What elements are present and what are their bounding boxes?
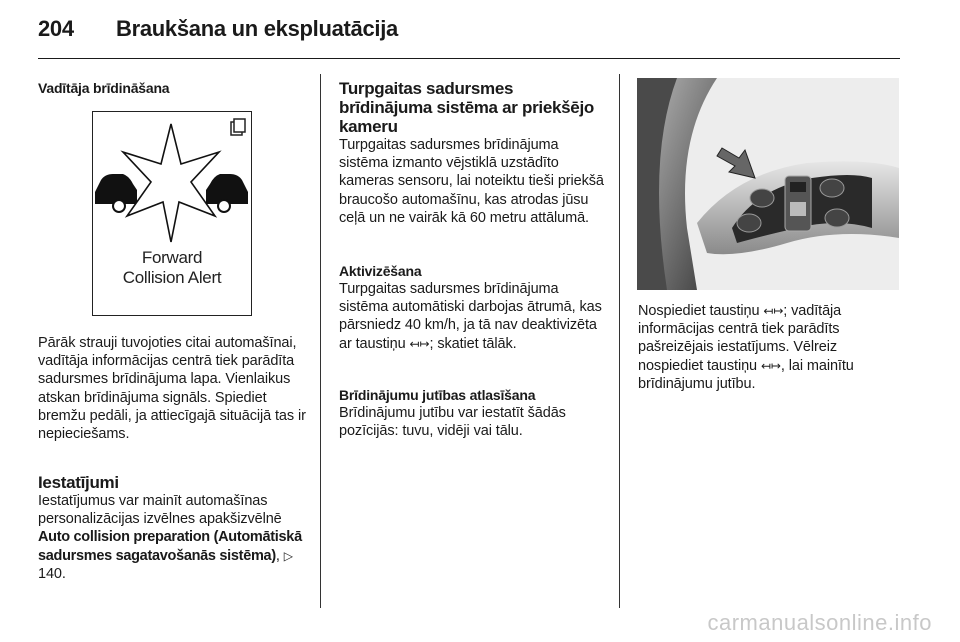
fcw-button-icon: ↤↦	[760, 358, 781, 373]
section-title-driver-warning: Vadītāja brīdināšana	[38, 80, 170, 96]
settings-text: Iestatījumus var mainīt automašīnas personalizācijas izvēlnes apakšizvēlnē	[38, 493, 282, 528]
activation-heading: Aktivizēšana	[339, 263, 422, 279]
instruction-part1: Nospiediet taustiņu	[638, 303, 760, 319]
column-divider-right	[619, 74, 620, 608]
fcw-button-icon: ↤↦	[763, 304, 784, 318]
activation-text-before: Turpgaitas sadursmes brīdinājuma sistēma automātiski darbojas ātrumā, kas pārsniedz 40 km/h, ja tā nav deaktivizēta ar taustiņu	[339, 281, 602, 352]
figure-label-line2: Collision Alert	[122, 268, 222, 287]
steering-wheel-photo	[637, 78, 899, 290]
page-header	[38, 16, 398, 52]
settings-page-ref[interactable]: 140.	[38, 565, 66, 582]
driver-warning-paragraph: Pārāk strauji tuvojoties citai automašīnai, vadītāja informācijas centrā tiek parādīta sadursmes brīdinājuma lapa. Vienlaikus atskan brīdinājuma signāls. Spiediet bremžu pedāli, ja attiecīgajā situācijā tas ir nepieciešams.	[38, 335, 306, 443]
steering-wheel-buttons-icon	[637, 78, 899, 290]
figure-label-line1: Forward	[141, 248, 203, 267]
activation-paragraph	[339, 280, 607, 353]
instruction-part2: ; vadītāja informācijas centrā tiek parādīts pašreizējais iestatījums. Vēlreiz nospiediet taustiņu	[638, 303, 842, 374]
fcw-intro-paragraph: Turpgaitas sadursmes brīdinājuma sistēma izmanto vējstiklā uzstādīto kameras sensoru, lai noteiktu tieši priekšā braucošo automašīnu, kas atrodas jūsu ceļā un ne vairāk kā 60 metru attālumā.	[339, 137, 604, 226]
page-number: 204	[38, 16, 74, 41]
fcw-heading: Turpgaitas sadursmes brīdinājuma sistēma ar priekšējo kameru	[339, 79, 594, 136]
header-rule	[38, 58, 900, 59]
fcw-button-icon: ↤↦	[409, 336, 430, 351]
instruction-part3: , lai mainītu brīdinājumu jutību.	[638, 357, 854, 392]
settings-heading: Iestatījumi	[38, 473, 119, 492]
sensitivity-paragraph: Brīdinājumu jutību var iestatīt šādās pozīcijās: tuvu, vidēji vai tālu.	[339, 405, 566, 440]
page-reference-icon: ▷	[283, 548, 293, 563]
watermark-text: carmanualsonline.info	[707, 610, 932, 635]
display-page-icon	[231, 119, 245, 135]
sensitivity-instruction-paragraph	[638, 302, 900, 393]
collision-star-icon	[93, 112, 250, 252]
sensitivity-heading: Brīdinājumu jutības atlasīšana	[339, 387, 536, 403]
forward-collision-alert-figure	[92, 111, 252, 316]
settings-paragraph: Iestatījumus var mainīt automašīnas personalizācijas izvēlnes apakšizvēlnē Auto collision preparation (Automātiskā sadursmes sagatavošanās sistēma), ▷ 140.	[38, 493, 302, 582]
activation-text-after: ; skatiet tālāk.	[429, 335, 517, 352]
column-divider-left	[320, 74, 321, 608]
chapter-title: Braukšana un ekspluatācija	[116, 16, 398, 41]
settings-menu-name: Auto collision preparation (Automātiskā sadursmes sagatavošanās sistēma)	[38, 529, 302, 564]
